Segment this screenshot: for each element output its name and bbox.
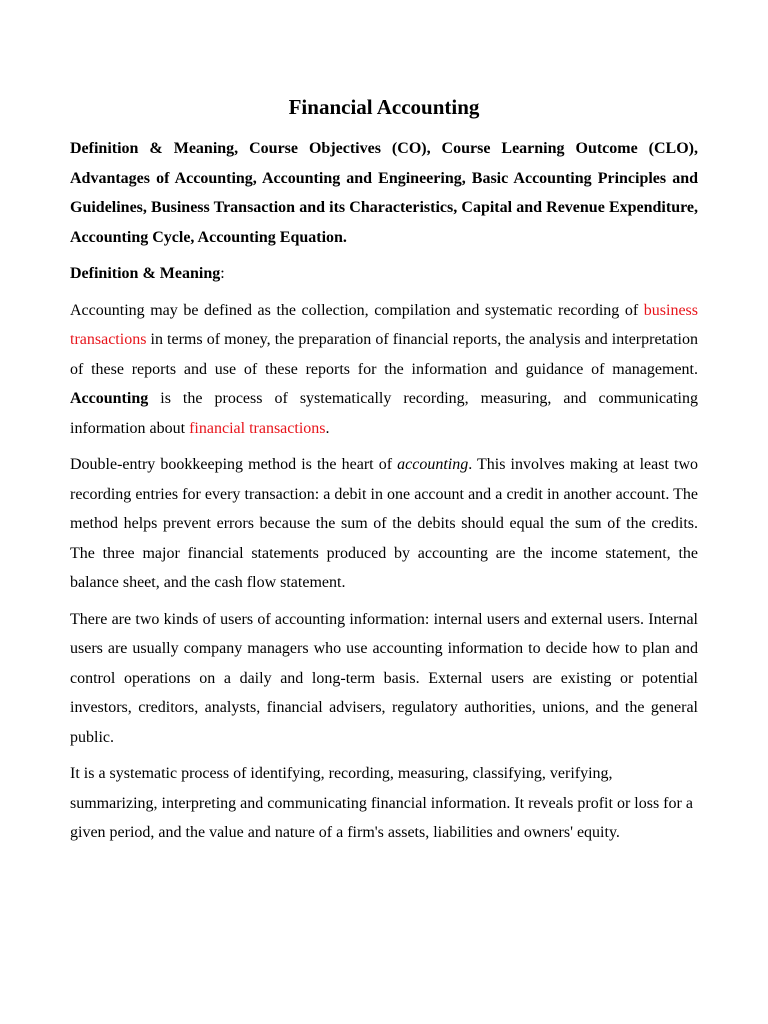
financial-transactions-link[interactable]: financial transactions bbox=[189, 419, 326, 437]
accounting-italic-term: accounting bbox=[397, 456, 469, 473]
section-heading-colon: : bbox=[220, 265, 225, 282]
paragraph-definition-text-4: . bbox=[325, 419, 330, 437]
paragraph-systematic-process: It is a systematic process of identifying, recording, measuring, classifying, verifying, summarizing, interpreting and communicating financial information. It reveals profit or loss for a given period, and the value and nature of a firm's assets, liabilities and owners' equity. bbox=[70, 765, 693, 841]
paragraph-users: There are two kinds of users of accounting information: internal users and external users. Internal users are usually company managers who use accounting information to decide how to plan and control operations on a daily and long-term basis. External users are existing or potential investors, creditors, analysts, financial advisers, regulatory authorities, unions, and the general public. bbox=[70, 610, 698, 746]
section-heading-text: Definition & Meaning bbox=[70, 265, 221, 282]
paragraph-definition-text-2: in terms of money, the preparation of financial reports, the analysis and interpretation of these reports and use of these reports for the information and guidance of management. bbox=[70, 331, 698, 378]
paragraph-definition-text-3: is the process of systematically recording, measuring, and communicating information about bbox=[70, 390, 698, 437]
paragraph-double-entry bbox=[70, 450, 698, 598]
accounting-bold-term: Accounting bbox=[70, 390, 149, 407]
business-transactions-link[interactable]: business transactions bbox=[70, 301, 698, 348]
topics-list: Definition & Meaning, Course Objectives (CO), Course Learning Outcome (CLO), Advantages of Accounting, Accounting and Engineering, Basic Accounting Principles and Guidelines, Business Transaction and its Characteristics, Capital and Revenue Expenditure, Accounting Cycle, Accounting Equation. bbox=[70, 140, 698, 246]
paragraph-definition bbox=[70, 296, 698, 444]
section-heading-definition bbox=[70, 259, 698, 289]
paragraph-double-entry-text-1: Double-entry bookkeeping method is the heart of bbox=[70, 456, 398, 473]
document-title: Financial Accounting bbox=[288, 95, 480, 119]
paragraph-definition-text-1: Accounting may be defined as the collection, compilation and systematic recording of bbox=[70, 301, 644, 319]
document-page bbox=[70, 92, 698, 855]
paragraph-double-entry-text-2: . This involves making at least two recording entries for every transaction: a debit in one account and a credit in another account. The method helps prevent errors because the sum of the debits should equal the sum of the credits. The three major financial statements produced by accounting are the income statement, the balance sheet, and the cash flow statement. bbox=[70, 456, 699, 591]
